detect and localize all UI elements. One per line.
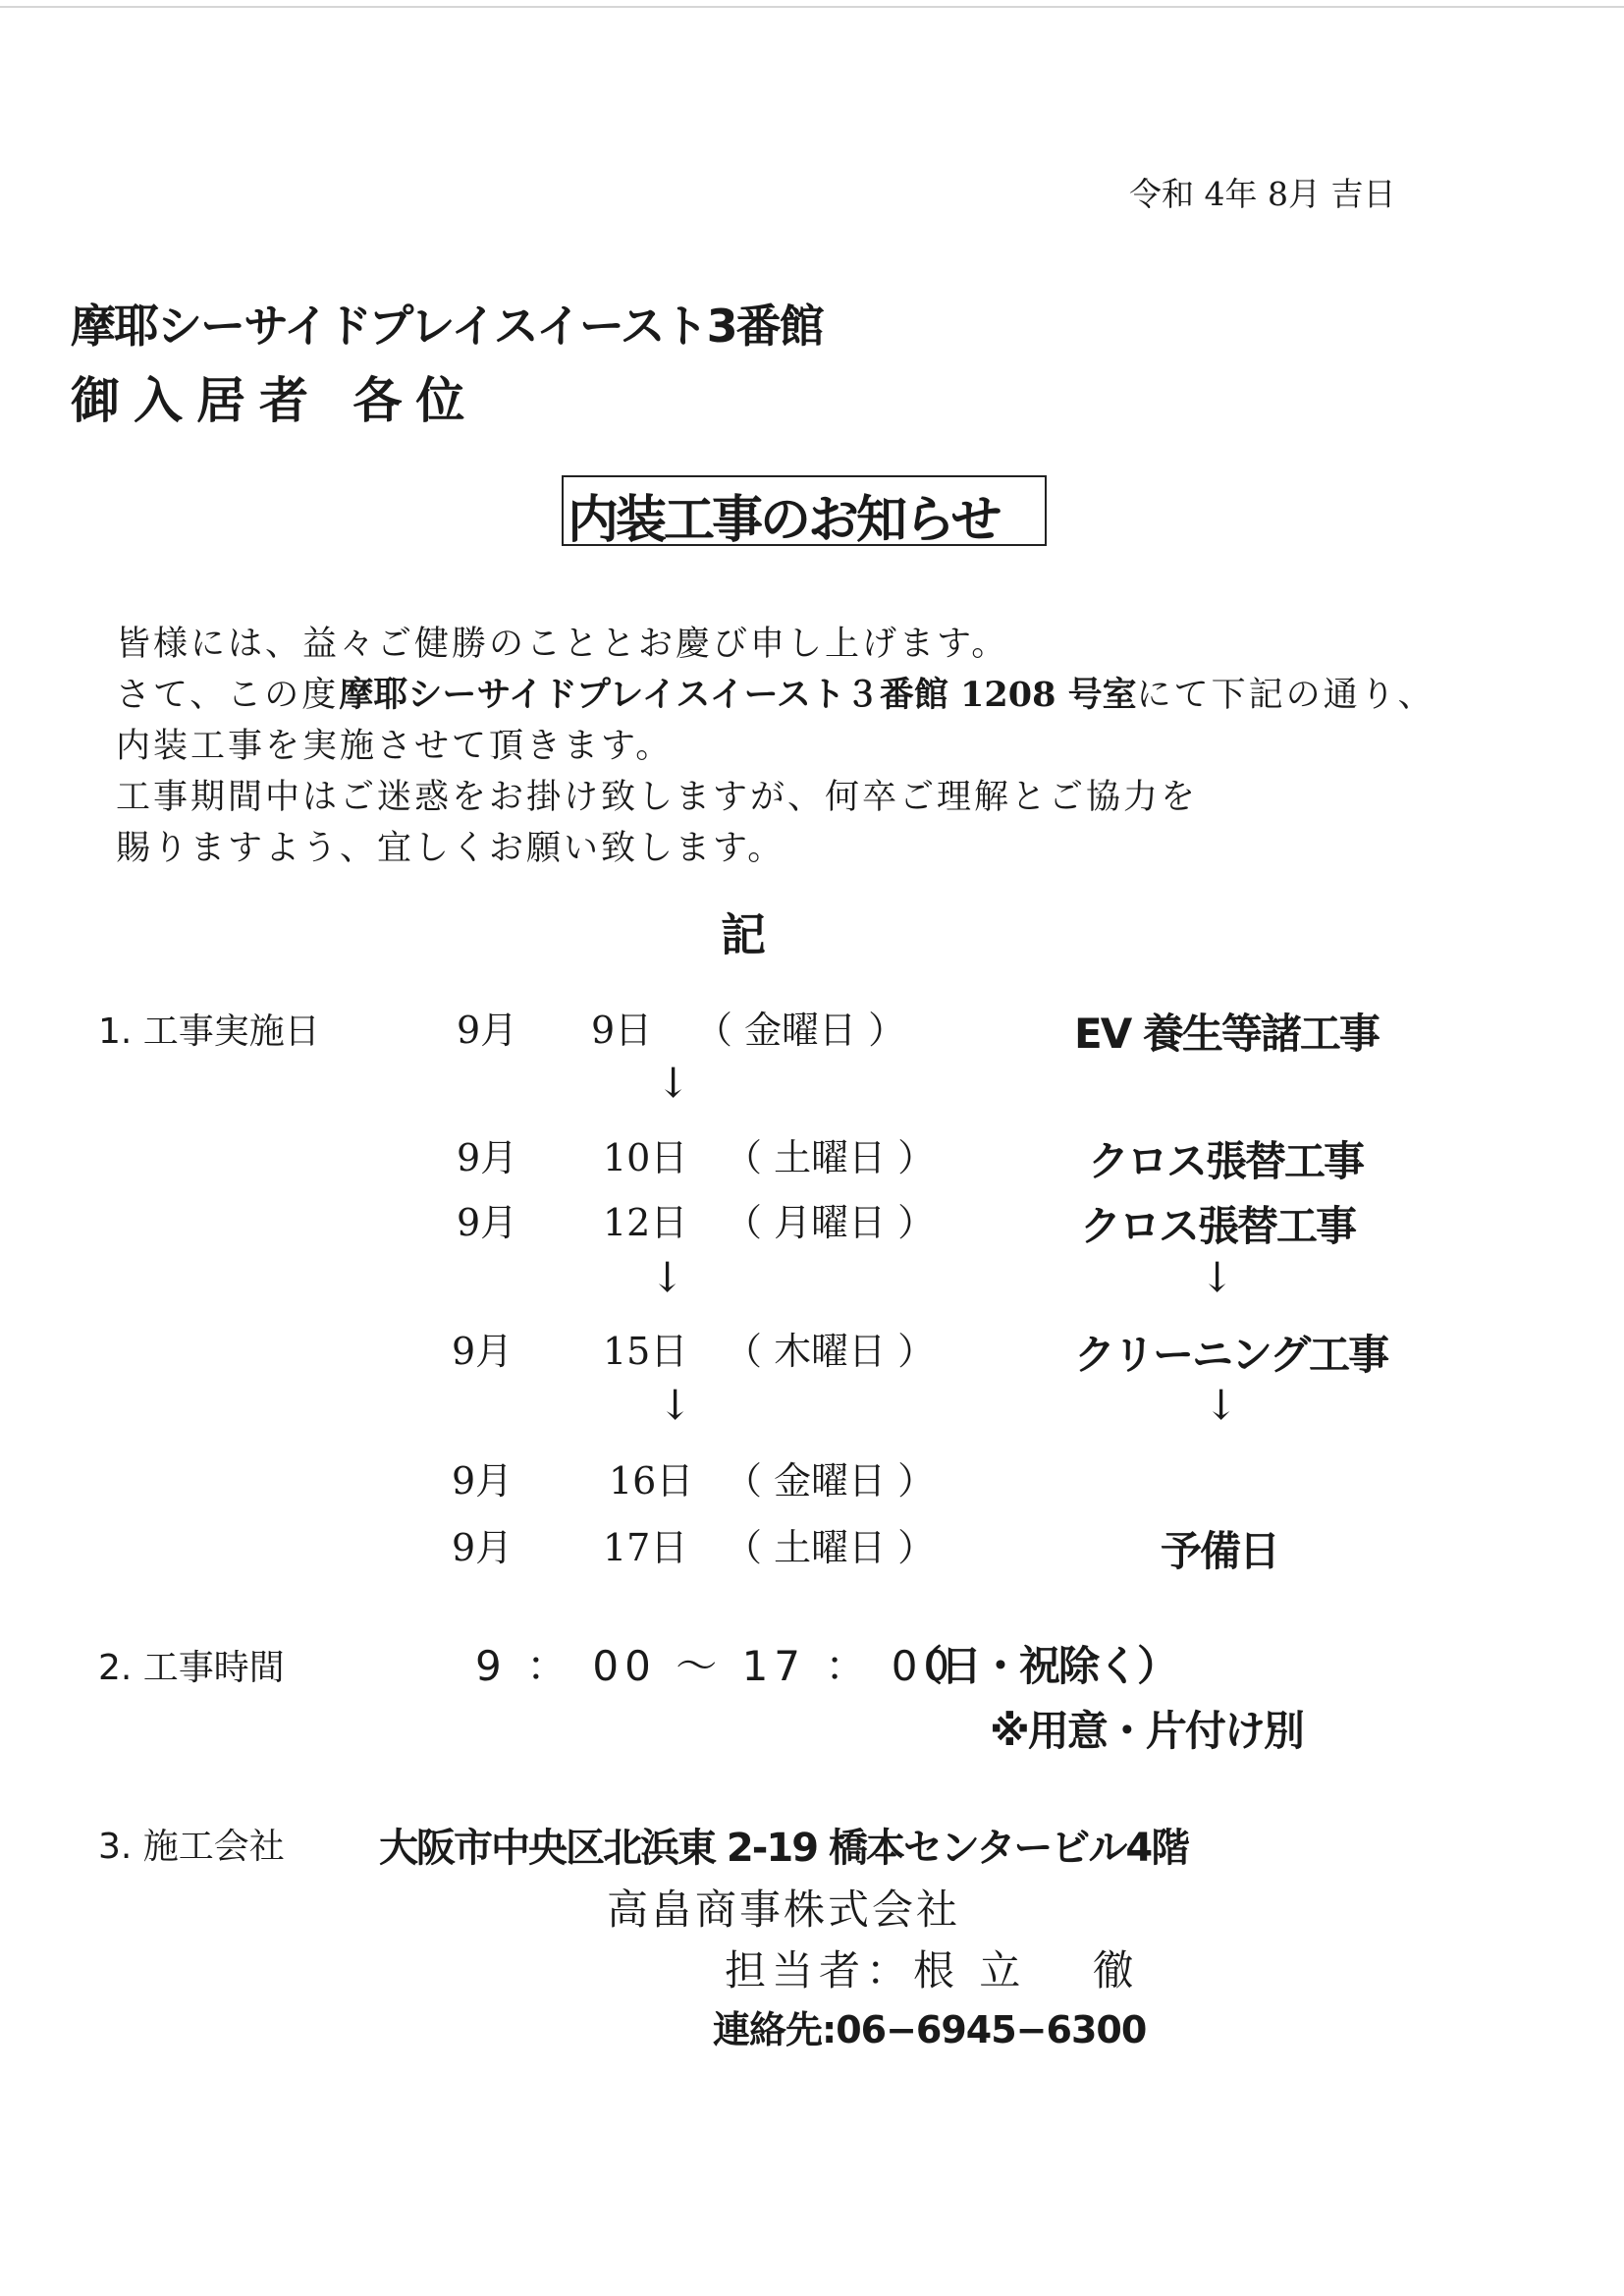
- scan-edge-line: [0, 6, 1624, 8]
- body-line-2-pre: さて、この度: [116, 676, 340, 715]
- schedule-weekday: （ 金曜日 ）: [725, 1459, 936, 1503]
- schedule-month: 9月: [452, 1459, 514, 1503]
- body-line-2: [116, 668, 1435, 717]
- schedule-month: 9月: [452, 1526, 514, 1569]
- schedule-month: 9月: [457, 1136, 518, 1179]
- arrow-down-icon: ↓: [658, 1381, 693, 1429]
- contact-person: 担当者：根 立 徹: [725, 1946, 1140, 1995]
- schedule-day: 12日: [603, 1201, 688, 1244]
- company-name: 高畠商事株式会社: [607, 1886, 961, 1934]
- issue-date: 令和 4年 8月 吉日: [1129, 175, 1396, 213]
- schedule-weekday: （ 土曜日 ）: [725, 1136, 936, 1179]
- page-title: 内装工事のお知らせ: [568, 491, 1000, 550]
- schedule-work: クロス張替工事: [1088, 1137, 1364, 1185]
- section2-label: 2. 工事時間: [98, 1648, 285, 1688]
- schedule-work: クロス張替工事: [1080, 1202, 1356, 1250]
- arrow-down-icon: ↓: [1200, 1253, 1235, 1301]
- schedule-day: 9日: [591, 1009, 653, 1052]
- section1-label: 1. 工事実施日: [98, 1011, 320, 1052]
- schedule-weekday: （ 月曜日 ）: [725, 1201, 936, 1244]
- schedule-weekday: （ 金曜日 ）: [695, 1009, 906, 1052]
- schedule-work: EV 養生等諸工事: [1074, 1010, 1379, 1058]
- ki-heading: 記: [721, 908, 766, 961]
- schedule-month: 9月: [457, 1201, 518, 1244]
- work-hours-exception: （日・祝除く）: [901, 1642, 1177, 1690]
- arrow-down-icon: ↓: [650, 1253, 685, 1301]
- body-line-1: 皆様には、益々ご健勝のこととお慶び申し上げます。: [116, 625, 1009, 664]
- schedule-work: クリーニング工事: [1074, 1331, 1388, 1379]
- body-line-5: 賜りますよう、宜しくお願い致します。: [116, 829, 785, 868]
- work-hours-note: ※用意・片付け別: [990, 1707, 1303, 1755]
- schedule-weekday: （ 土曜日 ）: [725, 1526, 936, 1569]
- schedule-day: 17日: [603, 1526, 688, 1569]
- body-room-reference: 摩耶シーサイドプレイスイースト３番館 1208 号室: [339, 675, 1137, 715]
- schedule-day: 16日: [609, 1459, 694, 1503]
- work-hours: 9 ： 00 〜 17 ： 00: [475, 1642, 956, 1690]
- schedule-weekday: （ 木曜日 ）: [725, 1330, 936, 1373]
- arrow-down-icon: ↓: [1204, 1381, 1239, 1429]
- schedule-work: 予備日: [1161, 1527, 1279, 1575]
- body-line-3: 内装工事を実施させて頂きます。: [116, 727, 674, 766]
- schedule-month: 9月: [457, 1009, 518, 1052]
- body-line-4: 工事期間中はご迷惑をお掛け致しますが、何卒ご理解とご協力を: [116, 778, 1199, 817]
- recipient-building: 摩耶シーサイドプレイスイースト3番館: [71, 300, 823, 353]
- recipient-line: 御入居者 各位: [71, 371, 479, 429]
- section3-label: 3. 施工会社: [98, 1827, 285, 1867]
- arrow-down-icon: ↓: [656, 1059, 691, 1107]
- contact-phone: 連絡先:06−6945−6300: [713, 2008, 1147, 2051]
- schedule-month: 9月: [452, 1330, 514, 1373]
- schedule-day: 15日: [603, 1330, 688, 1373]
- schedule-day: 10日: [603, 1136, 688, 1179]
- body-line-2-post: にて下記の通り、: [1136, 676, 1435, 715]
- company-address: 大阪市中央区北浜東 2-19 橋本センタービル4階: [379, 1826, 1189, 1871]
